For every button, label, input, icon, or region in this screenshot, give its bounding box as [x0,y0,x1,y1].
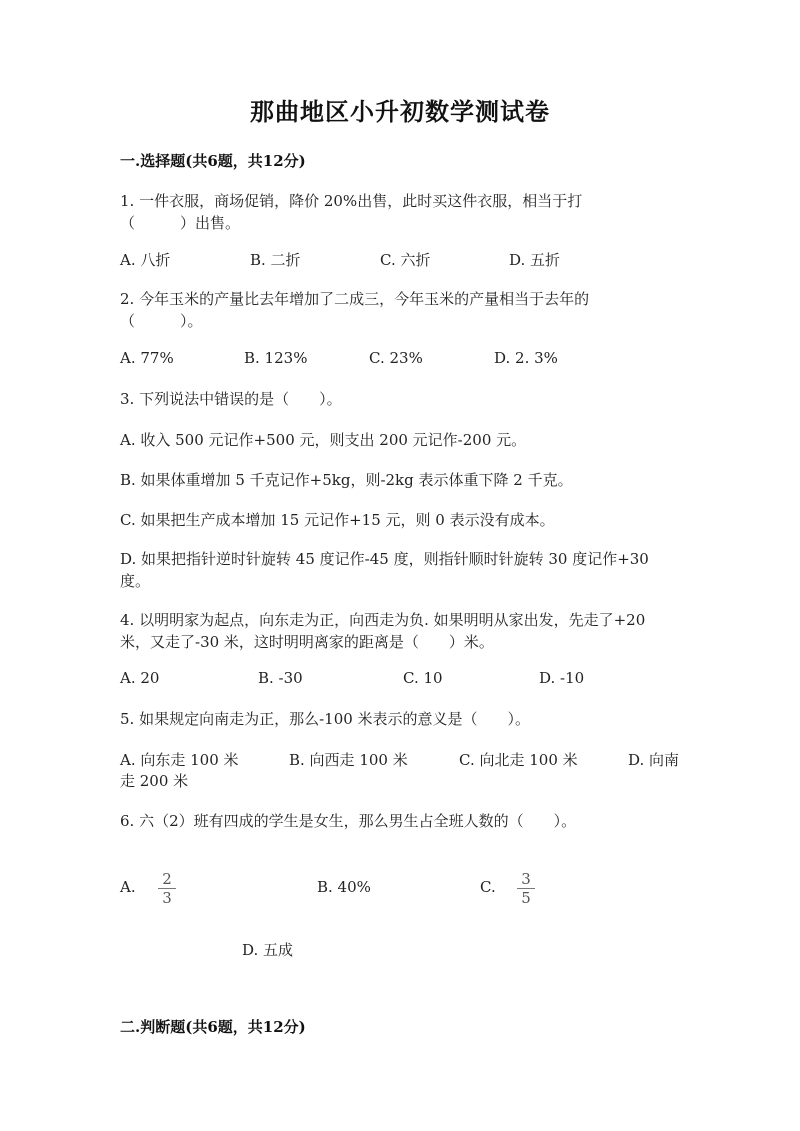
fraction-numerator: 3 [521,870,531,888]
question-2-stem-cont: （ ）。 [120,312,203,330]
question-4-option-c: C. 10 [403,669,443,687]
question-6-option-d: D. 五成 [242,941,294,959]
question-5-option-a: A. 向东走 100 米 [120,751,239,769]
question-2-option-b: B. 123% [244,349,308,367]
question-6-option-b: B. 40% [317,878,371,896]
question-4-option-a: A. 20 [120,669,160,687]
fraction-two-thirds [155,871,179,906]
question-3-option-c: C. 如果把生产成本增加 15 元记作+15 元，则 0 表示没有成本。 [120,511,555,529]
question-3-option-b: B. 如果体重增加 5 千克记作+5kg，则-2kg 表示体重下降 2 千克。 [120,471,573,489]
question-1-option-c: C. 六折 [380,251,431,269]
question-1-option-a: A. 八折 [120,251,171,269]
question-3-stem: 3. 下列说法中错误的是（ ）。 [120,390,342,408]
question-1-stem-cont: （ ）出售。 [120,214,241,232]
question-6-stem: 6. 六（2）班有四成的学生是女生，那么男生占全班人数的（ ）。 [120,812,577,830]
question-6-option-a-label: A. [120,878,136,896]
fraction-numerator: 2 [162,870,172,888]
question-5-option-d-cont: 走 200 米 [120,772,189,790]
question-3-option-a: A. 收入 500 元记作+500 元，则支出 200 元记作-200 元。 [120,431,527,449]
fraction-three-fifths [514,871,538,906]
question-5-option-b: B. 向西走 100 米 [289,751,408,769]
question-2-option-c: C. 23% [369,349,423,367]
question-4-option-b: B. -30 [258,669,303,687]
question-4-stem-cont: 米，又走了-30 米，这时明明离家的距离是（ ）米。 [120,633,494,651]
question-3-option-d: D. 如果把指针逆时针旋转 45 度记作-45 度，则指针顺时针旋转 30 度记作+30 [120,550,649,568]
question-2-option-d: D. 2. 3% [494,349,558,367]
question-2-option-a: A. 77% [120,349,174,367]
question-1-stem: 1. 一件衣服，商场促销，降价 20%出售，此时买这件衣服，相当于打 [120,192,583,210]
question-4-option-d: D. -10 [539,669,585,687]
section-heading-choice: 一.选择题(共6题，共12分) [120,152,306,170]
question-2-stem: 2. 今年玉米的产量比去年增加了二成三，今年玉米的产量相当于去年的 [120,290,590,308]
question-1-option-b: B. 二折 [250,251,301,269]
question-4-stem: 4. 以明明家为起点，向东走为正，向西走为负. 如果明明从家出发，先走了+20 [120,611,646,629]
question-3-option-d-cont: 度。 [120,572,151,590]
question-5-option-c: C. 向北走 100 米 [459,751,578,769]
section-heading-judgment: 二.判断题(共6题，共12分) [120,1018,306,1036]
page-title: 那曲地区小升初数学测试卷 [250,97,550,126]
fraction-denominator: 5 [521,889,531,907]
question-6-option-c-label: C. [480,878,496,896]
question-5-option-d: D. 向南 [628,751,680,769]
fraction-denominator: 3 [162,889,172,907]
question-5-stem: 5. 如果规定向南走为正，那么-100 米表示的意义是（ ）。 [120,710,531,728]
question-1-option-d: D. 五折 [509,251,561,269]
